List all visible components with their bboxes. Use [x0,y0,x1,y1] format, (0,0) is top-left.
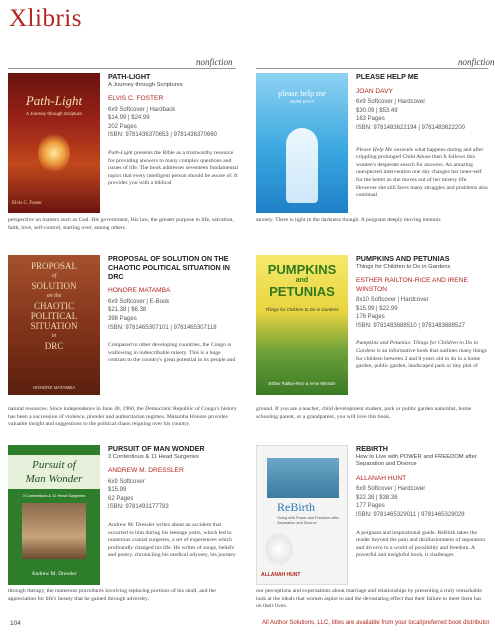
book-isbn: ISBN: 9781483622194 | 9781483622200 [356,124,465,131]
xlibris-logo: Xlibris [9,5,82,32]
book-format: 6x9 Softcover | Hardback [108,106,176,113]
section-label-left: nonfiction [196,57,233,67]
divider-right [256,68,488,69]
book-title: PUMPKINS AND PETUNIAS [356,254,450,263]
book-description-continued: natural resources. Since independence in June 30, 1960, the Democratic Republic of Congo's history has been a succession of violence, plunder and authoritarian regimes. Matamba Honore provides valuable insight and suggestions to the political chaos reigning over his country. [8,406,237,428]
book-price: $14.99 | $24.99 [108,115,150,122]
book-subtitle: How to Live with POWER and FREEDOM after Separation and Divorce [356,453,477,468]
cover-title-block [12,261,96,351]
book-meta [108,445,243,560]
cover-title-line: in [51,333,57,339]
divider-left [8,68,236,69]
book-description-continued: ground. If you are a teacher, child development student, park or public garden naturalist, home schooling parent, or a grandparent, you will love this book. [256,406,472,420]
book-description [356,147,488,200]
book-pages: 176 Pages [356,314,385,321]
page-number: 104 [10,620,21,627]
book-description: A poignant and inspirational guide. ReBirth takes the reader beyond the pain and disillusionment of separation and divorce to a world of possibility and freedom. A powerful and insightful book, it challenges [356,529,486,559]
cover-title-line: CHAOTIC [34,301,74,311]
cover-title: Path-Light [25,93,83,108]
book-title: PROPOSAL OF SOLUTION ON THE CHAOTIC POLITICAL SITUATION IN DRC [108,254,230,281]
book-author: HONORE MATAMBA [108,287,171,295]
book-pages: 62 Pages [108,495,134,502]
book-isbn: ISBN: 9781436370653 | 9781436370660 [108,132,217,139]
book-price: $15.99 [108,487,127,494]
book-isbn: ISBN: 9781465329011 | 9781465329028 [356,511,465,518]
cover-title-line: PROPOSAL [30,261,77,271]
cover-subtitle: Going with Power and Freedom after Separation and Divorce [277,516,340,525]
cover-photo [22,503,86,559]
desc-text: is an informative book that outlines many things for children between 2 and 8 years old to do in a home garden, public garden, landscaped park or tiny plot of [356,348,487,370]
book-author: ANDREW M. DRESSLER [108,467,184,475]
book-subtitle: 3 Contentious & 11 Head Surgeries [108,453,199,460]
cover-author: Elvis C. Foster [12,201,42,206]
book-format: 6x9 Softcover | Hardcover [356,99,426,106]
book-format: 8x10 Softcover | Hardcover [356,297,429,304]
book-isbn: ISBN: 9781483688510 | 9781483688527 [356,322,465,329]
cover-candle-glow [38,133,70,173]
book-cover-proposal[interactable] [8,255,100,395]
book-author: ALLANAH HUNT [356,474,407,482]
book-meta [108,73,243,188]
cover-title-line: POLITICAL [30,311,78,321]
cover-title-line: of [51,273,57,279]
book-meta [356,445,491,560]
book-title: PURSUIT OF MAN WONDER [108,444,205,453]
book-subtitle: Things for Children to Do in Gardens [356,263,451,270]
book-description [108,150,240,188]
book-title: PLEASE HELP ME [356,72,419,81]
cover-author: Esther Railton-Rice & Irene Winston [268,381,336,386]
cover-author: HONORE MATAMBA [32,385,76,390]
book-author: ELVIS C. FOSTER [108,95,164,103]
book-subtitle: A Journey through Scriptures [108,81,183,88]
book-cover-pumpkins[interactable] [256,255,348,395]
book-author: ESTHER RAILTON-RICE AND IRENE WINSTON [356,277,468,293]
book-meta [356,255,491,371]
cover-title-line: Man Wonder [25,473,83,485]
cover-photo [267,458,339,498]
cover-title-line: on the [46,293,62,299]
cover-title-line: SOLUTION [31,281,77,291]
cover-title-line: and [295,277,309,284]
desc-lead: Path-Light [108,150,133,157]
section-label-right: nonfiction [458,57,495,67]
book-description-continued: anxiety. There is light in the darkness though. A poignant deeply moving memoir. [256,217,442,223]
book-cover-pursuit[interactable] [8,445,100,585]
book-author: JOAN DAVY [356,87,393,95]
cover-title: ReBirth [277,500,315,514]
cover-subtitle: Things for Children to Do in Gardens [265,307,339,312]
book-pages: 177 Pages [356,503,385,510]
cover-title-line: DRC [44,341,64,351]
cover-title-block [8,455,100,489]
cover-title-line: SITUATION [30,321,78,331]
book-pages: 202 Pages [108,123,137,130]
cover-author: ALLANAH HUNT [261,572,301,578]
desc-lead: Please Help Me [356,146,393,153]
book-pages: 163 Pages [356,116,385,123]
desc-text: presents the Bible as a trustworthy resource for providing answers to many complex questions and issues of life. The book addresses seventeen fundamental topics that every intelligent person should be aware of. It provides you with a biblical [108,150,239,187]
book-cover-rebirth[interactable] [256,445,348,585]
cover-title: please help me [278,89,326,98]
desc-text: unravels what happens during and after crippling prolonged Child Abuse then It follows this women's desperate search for answers. An amazing unexpected intervention one day changes her inner-self for the better as she moves out of her misery life. However she still faces many struggles and problems also continual [356,146,488,199]
footer-note: All Author Solutions, LLC, titles are available from your local/preferred book distributor [262,620,490,626]
book-description-continued: through therapy, the numerous procedures involving replacing portions of his skull, and the appreciation for life's beauty that he gained through adversity. [8,588,216,602]
book-description-continued: our perceptions and expectations about marriage and relationships by presenting a truly remarkable look at the ideals that women aspire to and the devastating effect that their failure to meet them has on their lives. [256,588,482,610]
book-meta [356,73,491,200]
book-description-continued: perspective on matters such as God. His government, His law, the greater purpose to life, salvation, faith, love, self-control, starting over, among others. [8,217,234,231]
book-title: REBIRTH [356,444,388,453]
cover-subtitle: JOAN DAVY [289,99,315,104]
book-isbn: ISBN: 9781493177783 [108,504,169,511]
cover-title-line: Pursuit of [32,459,76,471]
cover-flower [265,532,293,566]
book-cover-path-light[interactable] [8,73,100,213]
book-format: 6x9 Softcover | E-Book [108,298,170,305]
cover-author: Andrew M. Dressler [31,571,77,577]
book-price: $30.09 | $53.49 [356,107,398,114]
book-format: 6x9 Softcover | Hardcover [356,486,426,493]
cover-subtitle: A Journey through Scripture [26,111,82,116]
book-description [356,340,488,370]
cover-title-block [258,263,346,299]
book-format: 6x9 Softcover [108,478,145,485]
book-price: $22.38 | $38.38 [356,494,398,501]
cover-title-line: PETUNIAS [269,284,335,299]
book-description: Andrew M. Dressler writes about an accident that occurred to him during his teenage years, which led to numerous cranial surgeries, a set of experiences which profoundly changed his life. He writes of songs, beliefs and poetry, chronicling his medical odyssey, his journey [108,522,236,559]
cover-figure [286,128,318,203]
book-pages: 398 Pages [108,315,137,322]
book-cover-please-help-me[interactable] [256,73,348,213]
book-price: $15.99 | $22.99 [356,305,398,312]
cover-title-line: PUMPKINS [267,262,337,277]
cover-subtitle: 3 Contentious & 11 Head Surgeries [22,493,86,498]
book-meta [108,255,243,365]
book-price: $21.38 | $6.38 [108,307,147,314]
book-isbn: ISBN: 9781465307101 | 9781465307118 [108,324,217,331]
desc-lead: Pumpkins and Petunias: Things for Children to Do in Gardens [356,340,479,355]
book-description: Compared to other developing countries, the Congo is wallowing in indescribable misery. This is a huge contrast to the country's great potential in its people and [108,342,236,364]
book-title: PATH-LIGHT [108,72,151,81]
